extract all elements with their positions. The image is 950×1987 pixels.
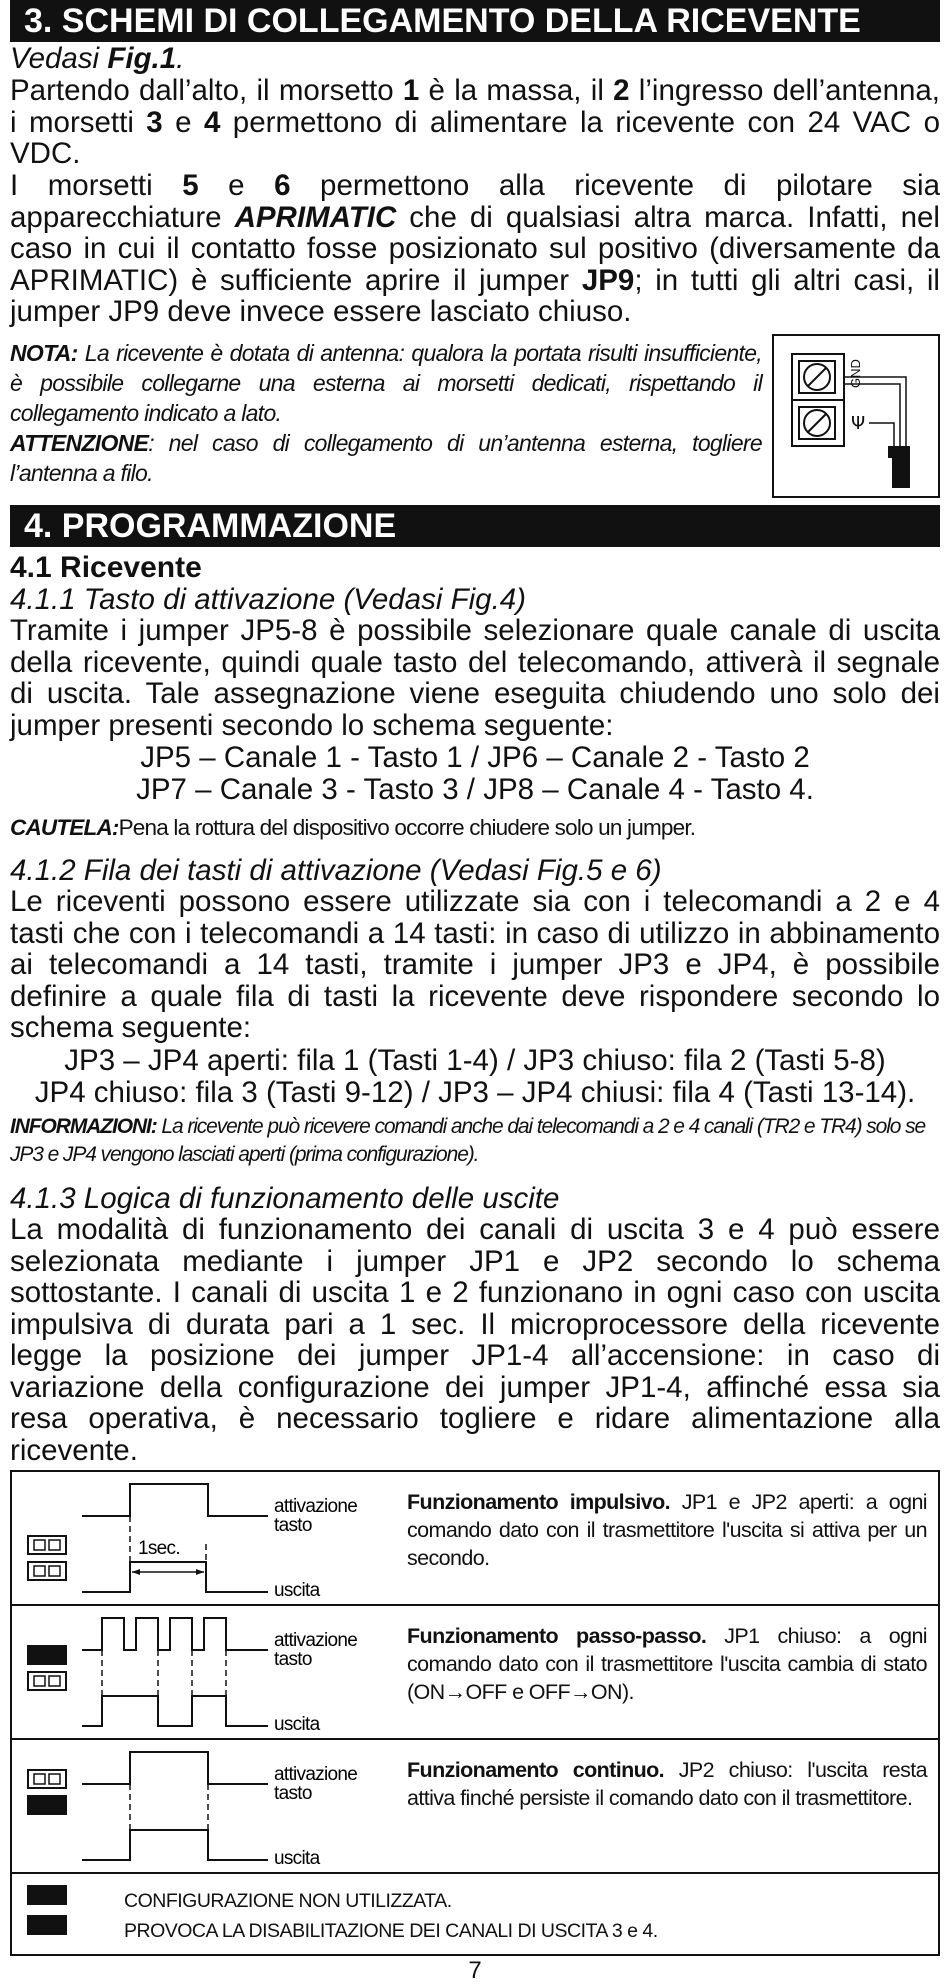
section-4-header [10,505,940,547]
section-4-title: 4. PROGRAMMAZIONE [24,507,397,545]
svg-text:tasto: tasto [274,1783,312,1804]
cautela-text: CAUTELA:Pena la rottura del dispositivo occorre chiudere solo un jumper. [10,815,696,840]
section-3-header [10,0,940,42]
row-scheme-line-2: JP4 chiuso: fila 3 (Tasti 9-12) / JP3 – JP4 chiusi: fila 4 (Tasti 13-14). [34,1076,916,1109]
one-second-label: 1sec. [138,1538,180,1559]
section-3-title: 3. SCHEMI DI COLLEGAMENTO DELLA RICEVENTE [24,2,861,40]
svg-text:uscita: uscita [274,1848,320,1869]
antenna-terminal-diagram [772,334,940,498]
paragraph-outputs: I morsetti 5 e 6 permettono alla ricevente di pilotare sia apparecchiature APRIMATIC che di qualsiasi altra marca. Infatti, nel caso in cui il contatto fosse posizionato sul positivo (diversamente da APRIMATIC) è sufficiente aprire il jumper JP9; in tutti gli altri casi, il jumper JP9 deve invece essere lasciato chiuso. [10,169,940,328]
row-scheme-line-1: JP3 – JP4 aperti: fila 1 (Tasti 1-4) / JP3 chiuso: fila 2 (Tasti 5-8) [64,1044,886,1077]
svg-text:attivazione: attivazione [274,1630,358,1651]
continuous-description: Funzionamento continuo. JP2 chiuso: l'uscita resta attiva finché persiste il comando dato con il trasmettitore. [407,1758,927,1810]
svg-text:tasto: tasto [274,1515,312,1536]
informazioni-text: INFORMAZIONI: La ricevente può ricevere comandi anche dai telecomandi a 2 e 4 canali (TR2 e TR4) solo se JP3 e JP4 vengono lasciati aperti (prima configurazione). [10,1115,926,1166]
svg-text:attivazione: attivazione [274,1764,358,1785]
jumper-scheme-line-2: JP7 – Canale 3 - Tasto 3 / JP8 – Canale 4 - Tasto 4. [136,773,814,806]
nota-text: NOTA: La ricevente è dotata di antenna: qualora la portata risulti insufficiente, è possibile collegarne una esterna ai morsetti dedicati, rispettando il collegamento indicato a lato. [10,340,762,426]
mode-row-impulsive [10,1470,940,1606]
svg-text:tasto: tasto [274,1649,312,1670]
heading-4-1-2: 4.1.2 Fila dei tasti di attivazione (Vedasi Fig.5 e 6) [10,854,662,887]
see-figure-line: Vedasi Fig.1. [10,42,185,75]
page-number: 7 [468,1957,482,1984]
svg-text:attivazione: attivazione [274,1496,358,1517]
mode-row-continuous [10,1738,940,1874]
paragraph-4-1-3: La modalità di funzionamento dei canali di uscita 3 e 4 può essere selezionata mediante i jumper JP1 e JP2 secondo lo schema sottostante. I canali di uscita 1 e 2 funzionano in ogni caso con uscita impulsiva di durata pari a 1 sec. Il microprocessore della ricevente legge la posizione dei jumper JP1-4 all’accensione: in caso di variazione della configurazione dei jumper JP1-4, affinché essa sia resa operativa, è necessario togliere e ridare alimentazione alla ricevente. [10,1213,940,1467]
note-block [10,338,762,488]
unused-description: CONFIGURAZIONE NON UTILIZZATA. PROVOCA LA DISABILITAZIONE DEI CANALI DI USCITA 3 e 4. [124,1890,658,1942]
attenzione-text: ATTENZIONE: nel caso di collegamento di un’antenna esterna, togliere l’antenna a filo. [10,430,762,486]
heading-4-1-1: 4.1.1 Tasto di attivazione (Vedasi Fig.4) [10,583,526,616]
impulsive-description: Funzionamento impulsivo. JP1 e JP2 aperti: a ogni comando dato con il trasmettitore l'uscita si attiva per un secondo. [407,1490,927,1570]
paragraph-4-1-2: Le riceventi possono essere utilizzate sia con i telecomandi a 2 e 4 tasti che con i telecomandi a 14 tasti: in caso di utilizzo in abbinamento ai telecomandi a 14 tasti, tramite i jumper JP3 e JP4, è possibile definire a quale fila di tasti la ricevente deve rispondere secondo lo schema seguente: [10,885,940,1044]
svg-text:Ψ: Ψ [851,413,866,434]
jumper-scheme-line-1: JP5 – Canale 1 - Tasto 1 / JP6 – Canale 2 - Tasto 2 [140,741,810,774]
svg-text:uscita: uscita [274,1580,320,1601]
heading-4-1: 4.1 Ricevente [10,551,202,584]
mode-row-step [10,1604,940,1740]
paragraph-4-1-1: Tramite i jumper JP5-8 è possibile selezionare quale canale di uscita della ricevente, quindi quale tasto del telecomando, attiverà il segnale di uscita. Tale assegnazione viene eseguita chiudendo uno solo dei jumper presenti secondo lo schema seguente: [10,614,940,742]
step-description: Funzionamento passo-passo. JP1 chiuso: a ogni comando dato con il trasmettitore l'uscita cambia di stato (ON→OFF e OFF→ON). [407,1624,927,1704]
terminal-block-figure [774,336,938,496]
heading-4-1-3: 4.1.3 Logica di funzionamento delle uscite [10,1182,560,1215]
svg-text:GND: GND [848,359,863,388]
mode-row-unused [10,1872,940,1956]
svg-text:uscita: uscita [274,1714,320,1735]
paragraph-terminals: Partendo dall’alto, il morsetto 1 è la massa, il 2 l’ingresso dell’antenna, i morsetti 3 e 4 permettono di alimentare la ricevente con 24 VAC o VDC. [10,74,940,170]
